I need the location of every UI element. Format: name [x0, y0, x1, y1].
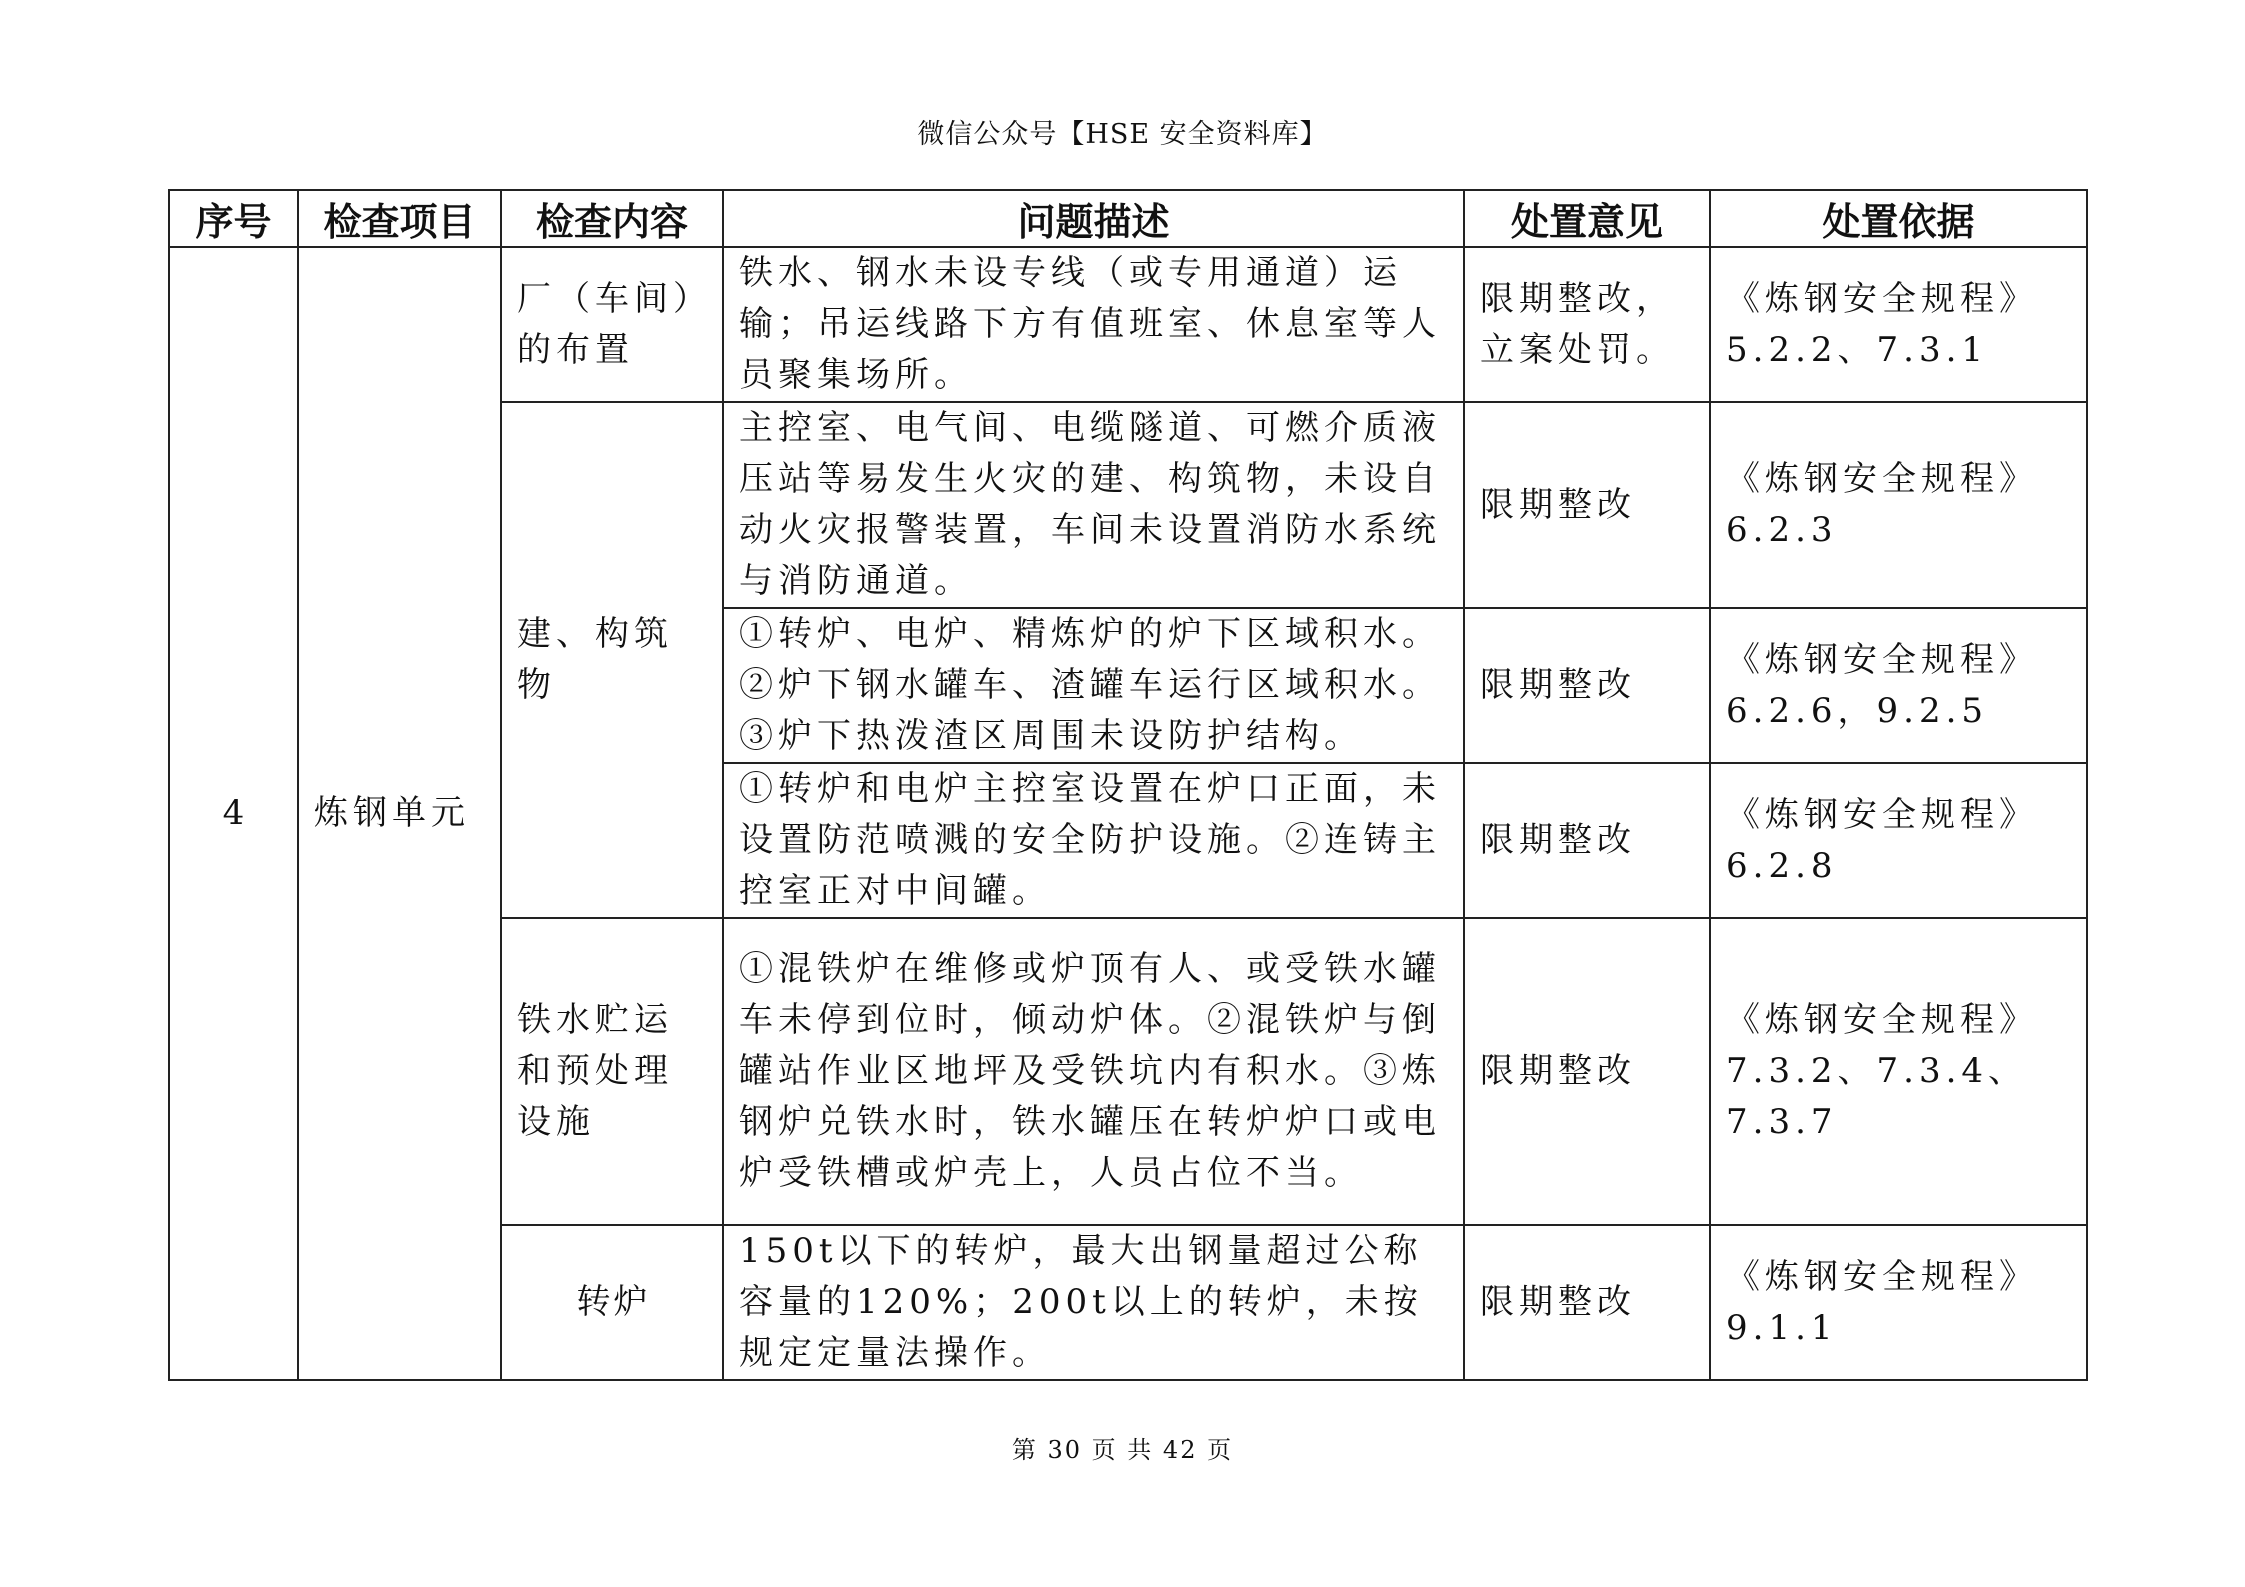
cell-action: 限期整改，立案处罚。 — [1464, 247, 1710, 402]
cell-basis — [1710, 247, 2087, 402]
cell-desc: ①转炉、电炉、精炼炉的炉下区域积水。②炉下钢水罐车、渣罐车运行区域积水。③炉下热泼渣区周围未设防护结构。 — [723, 608, 1464, 763]
cell-desc: 铁水、钢水未设专线（或专用通道）运输；吊运线路下方有值班室、休息室等人员聚集场所。 — [723, 247, 1464, 402]
col-header-action: 处置意见 — [1464, 190, 1710, 247]
cell-desc: ①混铁炉在维修或炉顶有人、或受铁水罐车未停到位时，倾动炉体。②混铁炉与倒罐站作业区地坪及受铁坑内有积水。③炼钢炉兑铁水时，铁水罐压在转炉炉口或电炉受铁槽或炉壳上，人员占位不当。 — [723, 918, 1464, 1225]
cell-basis — [1710, 402, 2087, 608]
cell-content: 铁水贮运和预处理设施 — [501, 918, 723, 1225]
cell-action: 限期整改 — [1464, 608, 1710, 763]
basis-title: 《炼钢安全规程》 — [1726, 794, 2038, 835]
cell-basis — [1710, 918, 2087, 1225]
page-footer: 第 30 页 共 42 页 — [1011, 1436, 1234, 1464]
basis-clauses: 6.2.6，9.2.5 — [1726, 690, 1989, 731]
cell-desc: ①转炉和电炉主控室设置在炉口正面，未设置防范喷溅的安全防护设施。②连铸主控室正对中间罐。 — [723, 763, 1464, 918]
inspection-table — [168, 189, 2088, 1381]
col-header-content: 检查内容 — [501, 190, 723, 247]
cell-basis — [1710, 763, 2087, 918]
basis-title: 《炼钢安全规程》 — [1726, 1000, 2038, 1040]
basis-title: 《炼钢安全规程》 — [1726, 1256, 2038, 1297]
col-header-item: 检查项目 — [298, 190, 501, 247]
col-header-basis: 处置依据 — [1710, 190, 2087, 247]
col-header-desc: 问题描述 — [723, 190, 1464, 247]
basis-clauses: 7.3.2、7.3.4、7.3.7 — [1726, 1051, 2028, 1142]
cell-action: 限期整改 — [1464, 1225, 1710, 1380]
cell-desc: 主控室、电气间、电缆隧道、可燃介质液压站等易发生火灾的建、构筑物，未设自动火灾报警装置，车间未设置消防水系统与消防通道。 — [723, 402, 1464, 608]
basis-title: 《炼钢安全规程》 — [1726, 639, 2038, 680]
cell-action: 限期整改 — [1464, 918, 1710, 1225]
cell-item: 炼钢单元 — [298, 247, 501, 1380]
cell-basis — [1710, 608, 2087, 763]
basis-clauses: 6.2.8 — [1726, 845, 1838, 886]
cell-desc: 150t以下的转炉，最大出钢量超过公称容量的120%；200t以上的转炉，未按规定定量法操作。 — [723, 1225, 1464, 1380]
cell-content: 建、构筑物 — [501, 402, 723, 918]
basis-title: 《炼钢安全规程》 — [1726, 459, 2038, 499]
cell-seq: 4 — [169, 247, 298, 1380]
basis-clauses: 9.1.1 — [1726, 1307, 1838, 1348]
basis-clauses: 5.2.2、7.3.1 — [1726, 329, 1989, 370]
table-header-row — [169, 190, 2087, 247]
col-header-seq: 序号 — [169, 190, 298, 247]
cell-content: 厂（车间）的布置 — [501, 247, 723, 402]
page-header: 微信公众号【HSE 安全资料库】 — [917, 119, 1328, 150]
cell-action: 限期整改 — [1464, 402, 1710, 608]
cell-action: 限期整改 — [1464, 763, 1710, 918]
cell-basis — [1710, 1225, 2087, 1380]
cell-content: 转炉 — [501, 1225, 723, 1380]
basis-title: 《炼钢安全规程》 — [1726, 278, 2038, 319]
table-row — [169, 247, 2087, 402]
basis-clauses: 6.2.3 — [1726, 510, 1838, 550]
